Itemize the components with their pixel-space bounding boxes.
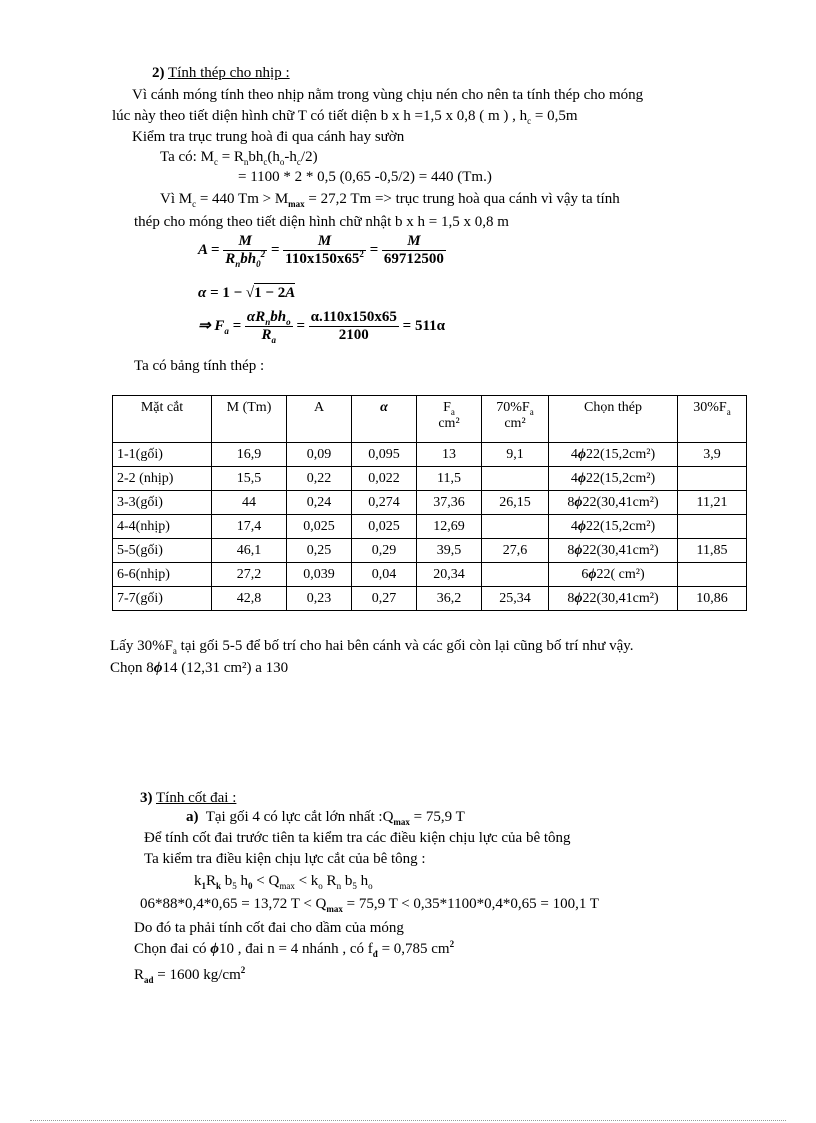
section-3-line-5: 06*88*0,4*0,65 = 13,72 $T < Q_{max} = 75,9$ T < 0,35*1100*0,4*0,65 = 100,1 T bbox=[140, 896, 599, 914]
cell-Fa: 37,36 bbox=[417, 491, 482, 515]
section-3-heading: 3) Tính cốt đai : bbox=[140, 790, 237, 806]
cell-30Fa: 11,21 bbox=[678, 491, 747, 515]
cell-A: 0,09 bbox=[287, 443, 352, 467]
col-header-70Fa: $70\%F_a$ cm² bbox=[482, 396, 549, 443]
table-row bbox=[113, 539, 747, 563]
col-header-choose-steel: Chọn thép bbox=[549, 396, 678, 443]
equation-alpha: α = 1 − √1 − 2A bbox=[198, 285, 296, 301]
para-1-line-2: lúc này theo tiết diện hình chữ T có tiết diện b x h =1,5 x 0,8 ( m ) , $h_c = 0,5m$ bbox=[112, 108, 578, 126]
cell-section: 5-5(gối) bbox=[113, 539, 212, 563]
cell-Fa: 20,34 bbox=[417, 563, 482, 587]
table-row bbox=[113, 491, 747, 515]
section-3-line-6: Do đó ta phải tính cốt đai cho dầm của móng bbox=[134, 920, 404, 936]
cell-A: 0,25 bbox=[287, 539, 352, 563]
cell-A: 0,039 bbox=[287, 563, 352, 587]
cell-A: 0,22 bbox=[287, 467, 352, 491]
cell-moment: 46,1 bbox=[212, 539, 287, 563]
cell-choose-steel: 4ϕ22(15,2cm²) bbox=[549, 515, 678, 539]
cell-alpha: 0,274 bbox=[352, 491, 417, 515]
cell-Fa: 36,2 bbox=[417, 587, 482, 611]
table-row bbox=[113, 563, 747, 587]
section-3-line-3: Ta kiểm tra điều kiện chịu lực cắt của bê tông : bbox=[144, 851, 426, 867]
cell-moment: 15,5 bbox=[212, 467, 287, 491]
cell-70Fa bbox=[482, 563, 549, 587]
cell-70Fa: 9,1 bbox=[482, 443, 549, 467]
cell-30Fa: 11,85 bbox=[678, 539, 747, 563]
cell-30Fa: 3,9 bbox=[678, 443, 747, 467]
table-row bbox=[113, 443, 747, 467]
cell-70Fa bbox=[482, 515, 549, 539]
section-3-inequality: $k_1R_k$ $b_5$ $h_0 < Q_{max} < k_o$ $R_n$ $b_5$ $h_o$ bbox=[194, 873, 373, 891]
cell-alpha: 0,29 bbox=[352, 539, 417, 563]
cell-A: 0,23 bbox=[287, 587, 352, 611]
cell-30Fa bbox=[678, 467, 747, 491]
col-header-section: Mặt cắt bbox=[113, 396, 212, 443]
cell-70Fa: 27,6 bbox=[482, 539, 549, 563]
para-2: Kiểm tra trục trung hoà đi qua cánh hay sườn bbox=[132, 129, 405, 145]
cell-section: 6-6(nhịp) bbox=[113, 563, 212, 587]
steel-table bbox=[112, 395, 747, 611]
cell-Fa: 12,69 bbox=[417, 515, 482, 539]
cell-30Fa: 10,86 bbox=[678, 587, 747, 611]
cell-70Fa bbox=[482, 467, 549, 491]
cell-choose-steel: 8ϕ22(30,41cm²) bbox=[549, 539, 678, 563]
cell-70Fa: 25,34 bbox=[482, 587, 549, 611]
cell-choose-steel: 6ϕ22( cm²) bbox=[549, 563, 678, 587]
cell-choose-steel: 4ϕ22(15,2cm²) bbox=[549, 467, 678, 491]
section-3-line-7: Chọn đai có ϕ10 , đai n = 4 nhánh , có $f_đ = 0,785$ $cm^2$ bbox=[134, 939, 455, 959]
cell-moment: 16,9 bbox=[212, 443, 287, 467]
cell-moment: 27,2 bbox=[212, 563, 287, 587]
col-header-30Fa: $30\%F_a$ bbox=[678, 396, 747, 443]
cell-choose-steel: 4ϕ22(15,2cm²) bbox=[549, 443, 678, 467]
equation-A: A = $\frac{M}{R_nbh_0^2}$ = $\frac{M}{110x150x65^2}$ = $\frac{M}{69712500}$ bbox=[198, 233, 444, 269]
table-row bbox=[113, 515, 747, 539]
table-row bbox=[113, 587, 747, 611]
cell-moment: 42,8 bbox=[212, 587, 287, 611]
para-4: Vì $M_c = 440$ $Tm > M_{max} = 27,2$ Tm => trục trung hoà qua cánh vì vậy ta tính bbox=[160, 191, 620, 209]
section-2-heading: 2) Tính thép cho nhịp : bbox=[152, 65, 290, 81]
cell-section: 1-1(gối) bbox=[113, 443, 212, 467]
after-table-line-2: Chọn 8ϕ14 (12,31 cm²) a 130 bbox=[110, 660, 289, 676]
cell-section: 3-3(gối) bbox=[113, 491, 212, 515]
cell-section: 7-7(gối) bbox=[113, 587, 212, 611]
para-5: thép cho móng theo tiết diện hình chữ nhật b x h = 1,5 x 0,8 m bbox=[134, 214, 509, 230]
section-3-line-2: Để tính cốt đai trước tiên ta kiểm tra các điều kiện chịu lực của bê tông bbox=[144, 830, 571, 846]
cell-alpha: 0,27 bbox=[352, 587, 417, 611]
cell-70Fa: 26,15 bbox=[482, 491, 549, 515]
table-row bbox=[113, 467, 747, 491]
page-bottom-rule bbox=[30, 1120, 786, 1121]
table-intro: Ta có bảng tính thép : bbox=[134, 358, 265, 374]
col-header-Fa: $F_a$ cm² bbox=[417, 396, 482, 443]
cell-section: 2-2 (nhịp) bbox=[113, 467, 212, 491]
cell-Fa: 39,5 bbox=[417, 539, 482, 563]
section-3-a: a) Tại gối 4 có lực cắt lớn nhất $:Q_{max} = 75,9$ T bbox=[186, 809, 465, 827]
cell-alpha: 0,025 bbox=[352, 515, 417, 539]
cell-Fa: 13 bbox=[417, 443, 482, 467]
equation-Fa: ⇒ $F_a$ = $\frac{\alpha R_nbh_o}{R_a}$ = $\frac{\alpha.110x150x65}{2100}$ = 511α bbox=[198, 309, 446, 345]
col-header-alpha: α bbox=[352, 396, 417, 443]
section-3-line-8: $R_{ad} = 1600$ $kg/cm^2$ bbox=[134, 965, 246, 985]
cell-moment: 44 bbox=[212, 491, 287, 515]
para-3-line-1: Ta có: $M_c = R_nbh_c(h_o-h_c/2)$ bbox=[160, 149, 318, 167]
cell-moment: 17,4 bbox=[212, 515, 287, 539]
cell-alpha: 0,022 bbox=[352, 467, 417, 491]
col-header-moment: M (Tm) bbox=[212, 396, 287, 443]
cell-30Fa bbox=[678, 515, 747, 539]
para-3-line-2: = 1100 * 2 * 0,5 (0,65 -0,5/2) = 440 (Tm.) bbox=[238, 169, 492, 185]
cell-section: 4-4(nhịp) bbox=[113, 515, 212, 539]
cell-choose-steel: 8ϕ22(30,41cm²) bbox=[549, 587, 678, 611]
cell-A: 0,025 bbox=[287, 515, 352, 539]
para-1-line-1: Vì cánh móng tính theo nhịp nằm trong vùng chịu nén cho nên ta tính thép cho móng bbox=[132, 87, 644, 103]
col-header-A: A bbox=[287, 396, 352, 443]
cell-alpha: 0,04 bbox=[352, 563, 417, 587]
cell-A: 0,24 bbox=[287, 491, 352, 515]
table-header-row bbox=[113, 396, 747, 443]
cell-Fa: 11,5 bbox=[417, 467, 482, 491]
cell-choose-steel: 8ϕ22(30,41cm²) bbox=[549, 491, 678, 515]
cell-30Fa bbox=[678, 563, 747, 587]
after-table-line-1: Lấy $30\%F_a$ tại gối 5-5 để bố trí cho hai bên cánh và các gối còn lại cũng bố trí như vậy. bbox=[110, 638, 634, 656]
cell-alpha: 0,095 bbox=[352, 443, 417, 467]
